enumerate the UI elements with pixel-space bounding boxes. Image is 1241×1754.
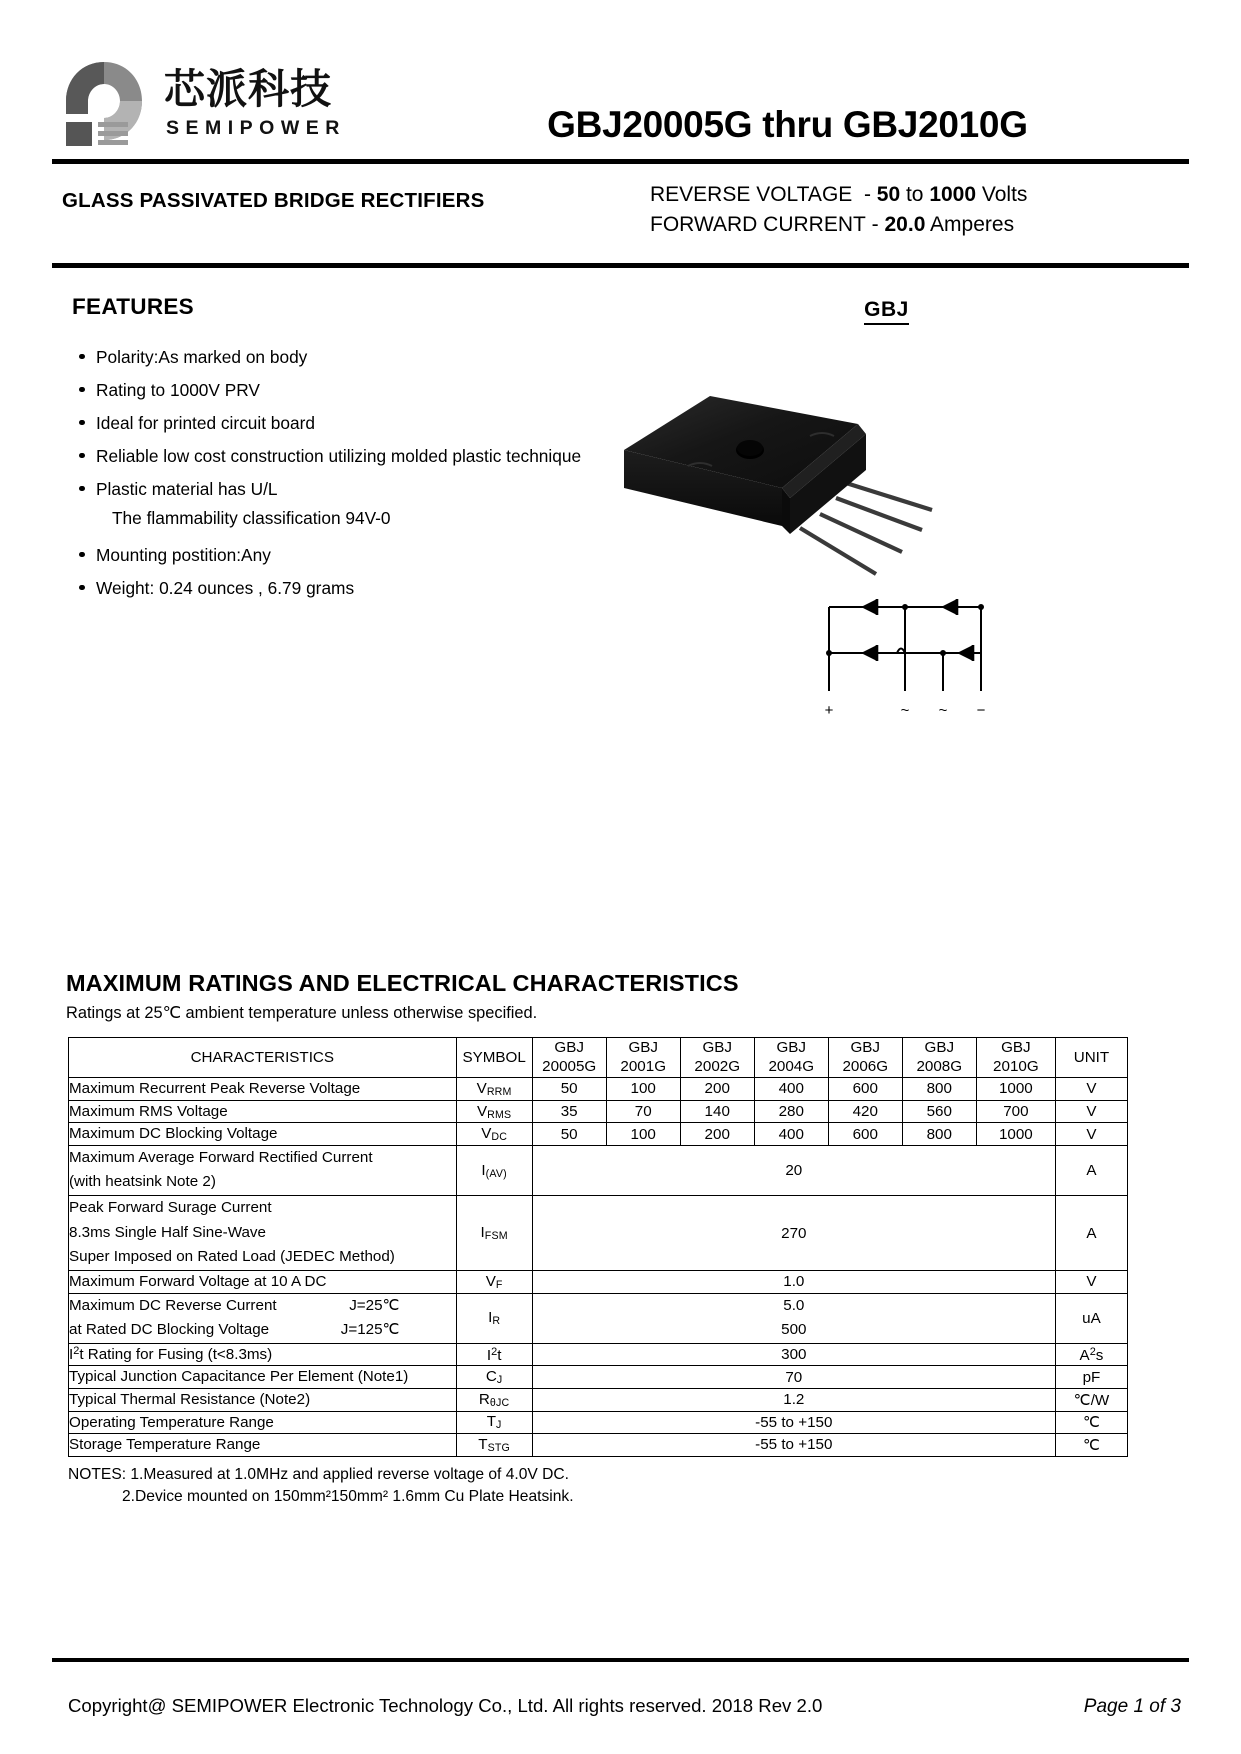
table-row <box>69 1196 1128 1271</box>
header-characteristics: CHARACTERISTICS <box>69 1037 457 1078</box>
note-line-2: 2.Device mounted on 150mm²150mm² 1.6mm Cu Plate Heatsink. <box>122 1488 574 1506</box>
logo-english-name: SEMIPOWER <box>166 116 346 139</box>
row-value-span: -55 to +150 <box>532 1434 1055 1457</box>
row-symbol <box>456 1100 532 1123</box>
pn-suffix: 2001G <box>620 1058 667 1076</box>
row-characteristic <box>69 1196 457 1271</box>
symbol-sub: RRM <box>486 1085 512 1098</box>
bullet-icon <box>79 387 85 393</box>
pn-prefix: GBJ <box>850 1038 881 1056</box>
row-unit: ℃ <box>1055 1411 1127 1434</box>
feature-text: The flammability classification 94V-0 <box>112 507 391 528</box>
row-unit: ℃ <box>1055 1434 1127 1457</box>
reverse-voltage-label: REVERSE VOLTAGE <box>650 183 853 206</box>
row-value: 1000 <box>976 1123 1055 1146</box>
row-characteristic: Typical Junction Capacitance Per Element (Note1) <box>69 1366 457 1389</box>
feature-text: Plastic material has U/L <box>96 478 278 499</box>
table-header-row <box>69 1037 1128 1078</box>
row-value: 35 <box>532 1100 606 1123</box>
bullet-icon <box>79 420 85 426</box>
table-row <box>69 1411 1128 1434</box>
characteristic-line: 8.3ms Single Half Sine-Wave <box>69 1223 266 1241</box>
ratings-heading: MAXIMUM RATINGS AND ELECTRICAL CHARACTERISTICS <box>66 969 739 996</box>
symbol-sup: 2 <box>491 1345 498 1358</box>
row-symbol <box>456 1343 532 1366</box>
page-number: Page 1 of 3 <box>1083 1696 1181 1717</box>
reverse-voltage-max: 1000 <box>929 183 977 206</box>
symbol-sub: FSM <box>484 1230 508 1242</box>
ratings-section <box>0 970 1241 1509</box>
unit-post: s <box>1095 1346 1104 1364</box>
pn-prefix: GBJ <box>776 1038 807 1056</box>
characteristic-sup: 2 <box>73 1344 80 1357</box>
pn-suffix: 2008G <box>916 1058 963 1076</box>
footer-divider <box>52 1658 1189 1662</box>
reverse-voltage-to: to <box>900 183 930 206</box>
package-label <box>584 298 1189 322</box>
symbol-sub: J <box>496 1419 502 1432</box>
reverse-voltage-unit: Volts <box>976 183 1028 206</box>
row-characteristic: Operating Temperature Range <box>69 1411 457 1434</box>
forward-current-line <box>650 210 1027 240</box>
upper-section <box>0 268 1241 958</box>
pn-prefix: GBJ <box>1001 1038 1031 1056</box>
table-row <box>69 1270 1128 1293</box>
unit-pre: A <box>1079 1346 1090 1364</box>
list-item <box>72 346 620 369</box>
row-unit: V <box>1055 1123 1127 1146</box>
symbol-pre: I <box>486 1346 492 1364</box>
note-line-1: NOTES: 1.Measured at 1.0MHz and applied reverse voltage of 4.0V DC. <box>68 1465 569 1483</box>
headline-ratings <box>622 180 1027 240</box>
characteristic-text: Maximum DC Reverse Current <box>69 1296 277 1314</box>
row-value: 420 <box>828 1100 902 1123</box>
list-item <box>72 544 620 567</box>
feature-text: Reliable low cost construction utilizing molded plastic technique <box>96 445 582 466</box>
ratings-subheading: Ratings at 25℃ ambient temperature unless otherwise specified. <box>66 1003 538 1022</box>
bullet-icon <box>79 552 85 558</box>
symbol-main: V <box>485 1272 496 1290</box>
row-value: 50 <box>532 1078 606 1101</box>
characteristic-line: Peak Forward Surage Current <box>69 1199 272 1217</box>
symbol-main: C <box>485 1368 497 1386</box>
pn-suffix: 2002G <box>694 1058 741 1076</box>
forward-current-dash: - <box>871 212 885 236</box>
table-row <box>69 1366 1128 1389</box>
row-value: 800 <box>902 1123 976 1146</box>
terminal-label-ac2: ~ <box>938 701 947 719</box>
copyright-text: Copyright@ SEMIPOWER Electronic Technology Co., Ltd. All rights reserved. 2018 Rev 2.0 <box>68 1695 823 1716</box>
symbol-sub: RMS <box>487 1108 512 1121</box>
header-part-2004G <box>754 1037 828 1078</box>
row-value: 140 <box>680 1100 754 1123</box>
row-value: 500 <box>781 1321 807 1339</box>
bridge-rectifier-schematic <box>805 591 1005 731</box>
row-characteristic <box>69 1293 457 1343</box>
row-value: 200 <box>680 1078 754 1101</box>
row-symbol <box>456 1411 532 1434</box>
symbol-sub: J <box>496 1374 503 1387</box>
list-item <box>72 412 620 435</box>
row-unit: ℃/W <box>1055 1388 1127 1411</box>
characteristic-condition: J=25℃ <box>349 1296 400 1314</box>
symbol-post: t <box>497 1346 502 1364</box>
row-value: 800 <box>902 1078 976 1101</box>
pn-suffix: 2006G <box>842 1058 889 1076</box>
pn-suffix: 2004G <box>768 1058 815 1076</box>
header-part-2008G <box>902 1037 976 1078</box>
row-symbol <box>456 1078 532 1101</box>
symbol-main: V <box>481 1125 492 1143</box>
pn-suffix: 2010G <box>993 1058 1039 1076</box>
row-value: 100 <box>606 1078 680 1101</box>
table-notes <box>66 1464 1189 1509</box>
package-section <box>620 294 1189 958</box>
pn-suffix: 20005G <box>542 1058 597 1076</box>
terminal-label-plus: + <box>824 701 833 719</box>
bullet-icon <box>79 585 85 591</box>
row-characteristic: Maximum RMS Voltage <box>69 1100 457 1123</box>
table-row <box>69 1388 1128 1411</box>
reverse-voltage-min: 50 <box>876 183 901 206</box>
feature-text: Rating to 1000V PRV <box>96 379 260 400</box>
page-footer <box>0 1695 1241 1718</box>
row-symbol <box>456 1434 532 1457</box>
row-symbol <box>456 1388 532 1411</box>
characteristic-condition: J=125℃ <box>340 1321 400 1339</box>
row-value: 70 <box>606 1100 680 1123</box>
row-value: 100 <box>606 1123 680 1146</box>
table-row <box>69 1434 1128 1457</box>
feature-text: Polarity:As marked on body <box>96 346 308 367</box>
row-value-span: 300 <box>532 1343 1055 1366</box>
pn-prefix: GBJ <box>702 1038 732 1056</box>
characteristic-line: Super Imposed on Rated Load (JEDEC Method) <box>69 1248 395 1266</box>
row-unit: V <box>1055 1078 1127 1101</box>
row-value: 5.0 <box>783 1296 805 1314</box>
characteristic-line: Maximum Average Forward Rectified Current <box>69 1148 373 1166</box>
row-unit <box>1055 1343 1127 1366</box>
row-characteristic <box>69 1343 457 1366</box>
row-unit: A <box>1055 1196 1127 1271</box>
symbol-main: V <box>476 1102 488 1120</box>
row-characteristic: Storage Temperature Range <box>69 1434 457 1457</box>
terminal-label-ac1: ~ <box>900 701 909 719</box>
forward-current-value: 20.0 <box>884 212 926 236</box>
reverse-voltage-dash: - <box>863 183 877 206</box>
row-symbol <box>456 1366 532 1389</box>
row-value-span: 20 <box>532 1145 1055 1195</box>
row-value: 700 <box>976 1100 1055 1123</box>
row-value-span: 70 <box>532 1366 1055 1389</box>
row-symbol <box>456 1123 532 1146</box>
page-title: GBJ20005G thru GBJ2010G <box>547 104 1028 145</box>
header-part-20005G <box>532 1037 606 1078</box>
header-part-2001G <box>606 1037 680 1078</box>
row-unit: A <box>1055 1145 1127 1195</box>
row-symbol <box>456 1196 532 1271</box>
product-family-title: GLASS PASSIVATED BRIDGE RECTIFIERS <box>62 189 485 212</box>
symbol-sub: θJC <box>489 1396 510 1409</box>
row-characteristic: Maximum DC Blocking Voltage <box>69 1123 457 1146</box>
table-row <box>69 1078 1128 1101</box>
row-unit: V <box>1055 1100 1127 1123</box>
row-value: 1000 <box>976 1078 1055 1101</box>
table-row <box>69 1100 1128 1123</box>
symbol-sub: STG <box>487 1441 511 1454</box>
header-unit: UNIT <box>1055 1037 1127 1078</box>
row-value: 600 <box>828 1078 902 1101</box>
characteristic-text: at Rated DC Blocking Voltage <box>69 1321 270 1339</box>
row-value-span <box>532 1293 1055 1343</box>
reverse-voltage-line <box>650 180 1027 210</box>
characteristic-pre: I <box>69 1345 74 1363</box>
logo-wordmark <box>164 65 346 139</box>
list-item <box>72 577 620 600</box>
row-value: 200 <box>680 1123 754 1146</box>
characteristic-line <box>69 1318 456 1343</box>
row-value: 600 <box>828 1123 902 1146</box>
symbol-main: V <box>476 1079 487 1097</box>
row-characteristic <box>69 1145 457 1195</box>
feature-text: Weight: 0.24 ounces , 6.79 grams <box>96 577 355 598</box>
bullet-icon <box>79 486 85 492</box>
symbol-main: R <box>478 1390 490 1408</box>
symbol-main: I <box>488 1309 493 1327</box>
feature-text: Ideal for printed circuit board <box>96 412 316 433</box>
characteristic-post: t Rating for Fusing (t<8.3ms) <box>79 1345 273 1363</box>
unit-sup: 2 <box>1089 1345 1096 1358</box>
terminal-label-minus: − <box>976 701 985 719</box>
list-item-continuation <box>72 507 620 530</box>
logo-chinese-name: 芯派科技 <box>164 65 332 114</box>
row-symbol <box>456 1293 532 1343</box>
symbol-sub: (AV) <box>485 1167 507 1180</box>
page-header <box>0 0 1241 150</box>
row-value: 280 <box>754 1100 828 1123</box>
symbol-main: T <box>478 1435 488 1453</box>
list-item <box>72 445 620 468</box>
specifications-table <box>68 1037 1128 1457</box>
symbol-sub: R <box>492 1315 501 1328</box>
header-part-2010G <box>976 1037 1055 1078</box>
bullet-icon <box>79 453 85 459</box>
gbj-bridge-rectifier-package-photo <box>614 338 1189 583</box>
symbol-sub: DC <box>491 1131 508 1144</box>
features-title: FEATURES <box>72 293 194 319</box>
row-value-span: 1.2 <box>532 1388 1055 1411</box>
row-value: 400 <box>754 1123 828 1146</box>
table-row <box>69 1293 1128 1343</box>
header-symbol: SYMBOL <box>456 1037 532 1078</box>
header-part-2002G <box>680 1037 754 1078</box>
forward-current-label: FORWARD CURRENT <box>650 212 866 236</box>
row-unit: uA <box>1055 1293 1127 1343</box>
pn-prefix: GBJ <box>924 1038 955 1056</box>
row-unit: V <box>1055 1270 1127 1293</box>
symbol-main: I <box>481 1161 486 1179</box>
package-label-text: GBJ <box>864 298 909 325</box>
characteristic-line: (with heatsink Note 2) <box>69 1173 216 1191</box>
symbol-main: T <box>486 1413 497 1431</box>
feature-text: Mounting postition:Any <box>96 544 271 565</box>
subtitle-row <box>0 164 1241 253</box>
forward-current-unit: Amperes <box>925 212 1015 236</box>
row-value: 560 <box>902 1100 976 1123</box>
row-value-span: 270 <box>532 1196 1055 1271</box>
company-logo <box>58 58 346 150</box>
list-item <box>72 478 620 501</box>
row-value-span: -55 to +150 <box>532 1411 1055 1434</box>
features-list <box>72 346 620 600</box>
symbol-main: I <box>480 1224 485 1242</box>
list-item <box>72 379 620 402</box>
features-section <box>0 294 620 958</box>
row-value-span: 1.0 <box>532 1270 1055 1293</box>
row-value: 400 <box>754 1078 828 1101</box>
row-characteristic: Maximum Recurrent Peak Reverse Voltage <box>69 1078 457 1101</box>
pn-prefix: GBJ <box>554 1038 584 1056</box>
pn-prefix: GBJ <box>628 1038 658 1056</box>
row-symbol <box>456 1145 532 1195</box>
semipower-magnet-logo-icon <box>58 58 154 150</box>
row-value: 50 <box>532 1123 606 1146</box>
bullet-icon <box>79 354 85 360</box>
table-row <box>69 1145 1128 1195</box>
row-characteristic: Typical Thermal Resistance (Note2) <box>69 1388 457 1411</box>
row-symbol <box>456 1270 532 1293</box>
table-row <box>69 1123 1128 1146</box>
header-part-2006G <box>828 1037 902 1078</box>
row-unit: pF <box>1055 1366 1127 1389</box>
row-characteristic: Maximum Forward Voltage at 10 A DC <box>69 1270 457 1293</box>
symbol-sub: F <box>495 1278 503 1291</box>
table-row <box>69 1343 1128 1366</box>
characteristic-line <box>69 1294 456 1319</box>
